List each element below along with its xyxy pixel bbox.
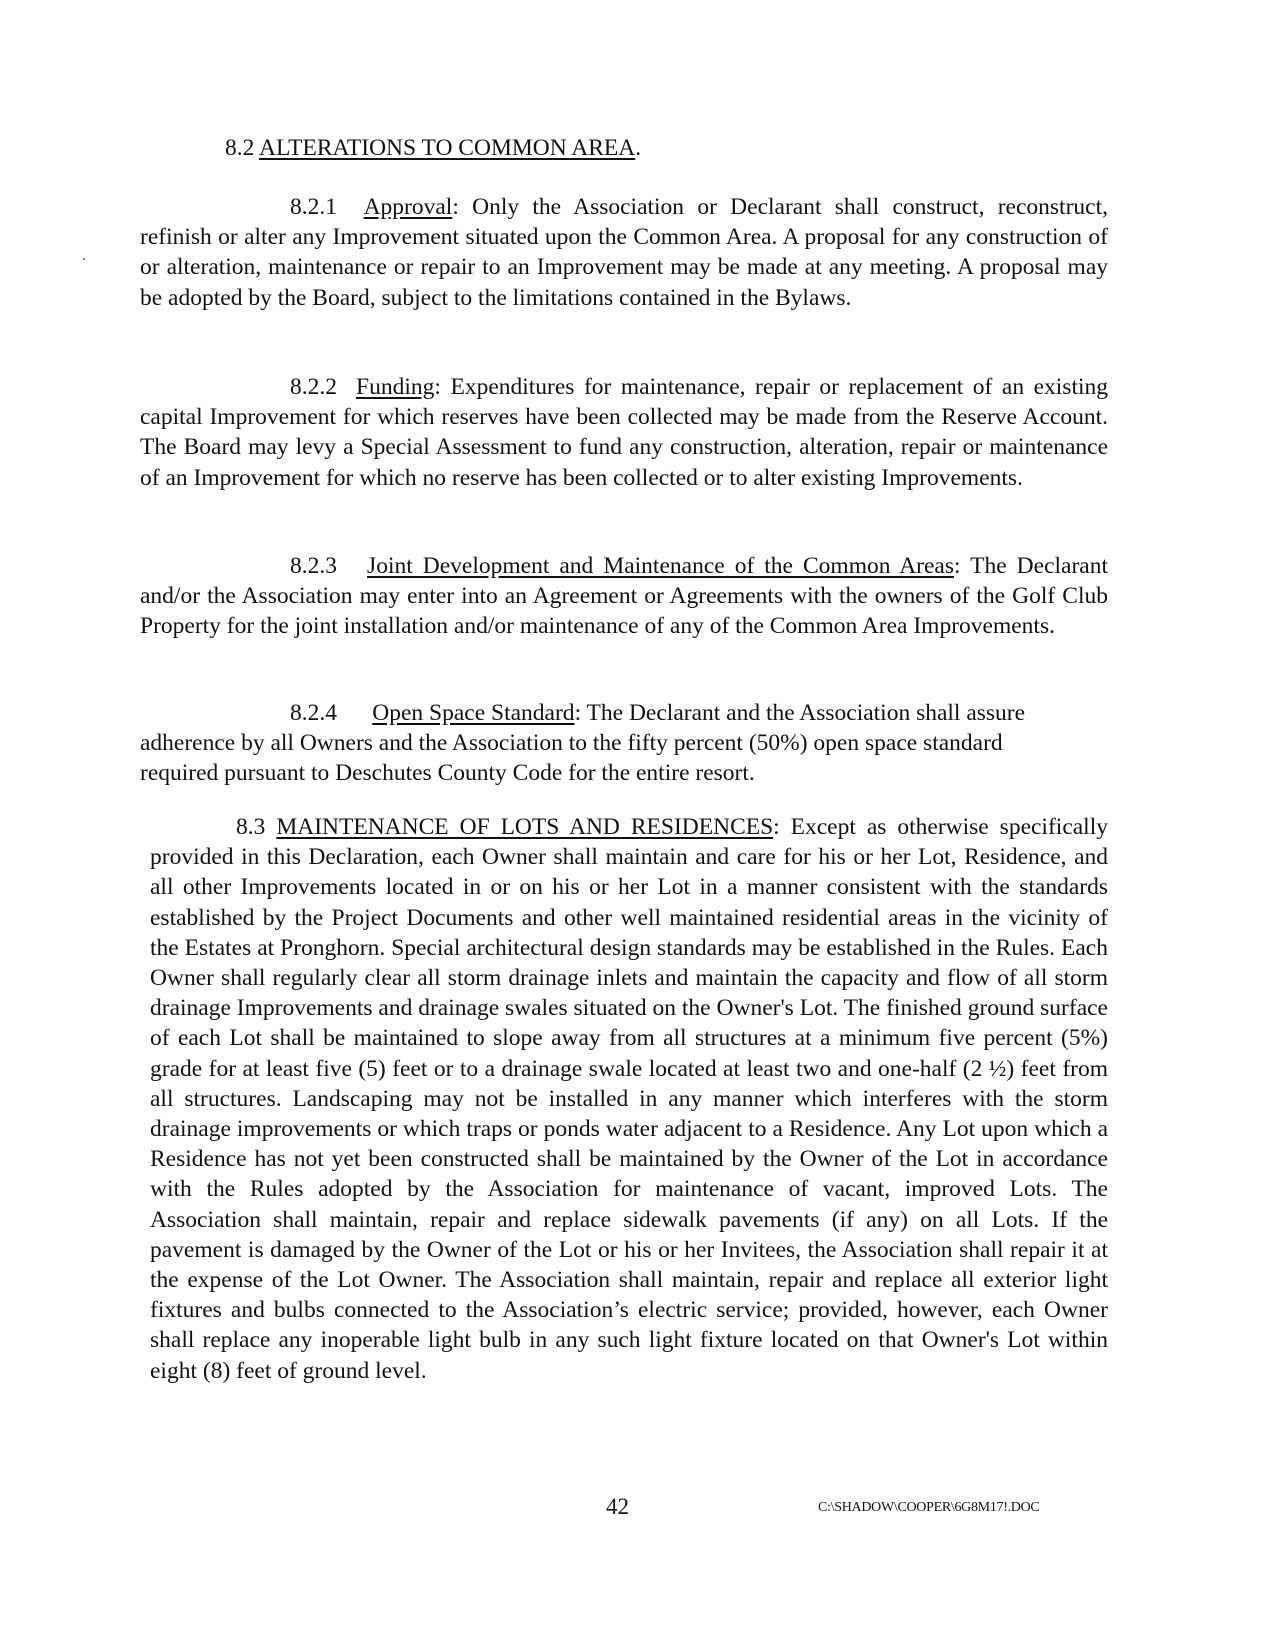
- subsection-8-2-4-heading: Open Space Standard: [372, 700, 575, 726]
- subsection-8-2-3: [140, 551, 1108, 642]
- section-8-2-title-period: .: [635, 135, 642, 161]
- page-number: 42: [606, 1494, 629, 1519]
- subsection-8-2-1-text: : Only the Association or Declarant shall construct, reconstruct, refinish or alter any Improvement situated upon the Common Area. A proposal for any construction of or alteration, maintenance or repair to an Improvement may be made at any meeting. A proposal may be adopted by the Board, subject to the limitations contained in the Bylaws.: [140, 194, 1109, 311]
- subsection-8-2-4-text: : The Declarant and the Association shall assure adherence by all Owners and the Association to the fifty percent (50%) open space standard required pursuant to Deschutes County Code for the entire resort.: [140, 700, 1026, 787]
- section-8-3: [150, 812, 1108, 1386]
- section-8-2-title: ALTERATIONS TO COMMON AREA: [258, 135, 636, 161]
- subsection-8-2-1: [140, 192, 1108, 313]
- subsection-8-2-2-number: 8.2.2: [290, 374, 337, 400]
- section-8-3-number: 8.3: [236, 814, 266, 840]
- subsection-8-2-2-heading: Funding: [356, 374, 435, 400]
- subsection-8-2-2-text: : Expenditures for maintenance, repair or replacement of an existing capital Improvement for which reserves have been collected may be made from the Reserve Account. The Board may levy a Special Assessment to fund any construction, alteration, repair or maintenance of an Improvement for which no reserve has been collected or to alter existing Improvements.: [140, 374, 1109, 491]
- subsection-8-2-3-heading: Joint Development and Maintenance of the Common Areas: [367, 553, 955, 579]
- subsection-8-2-4-number: 8.2.4: [290, 700, 337, 726]
- subsection-8-2-3-text: : The Declarant and/or the Association may enter into an Agreement or Agreements with the owners of the Golf Club Property for the joint installation and/or maintenance of any of the Common Area Improvements.: [140, 553, 1109, 640]
- section-8-3-text: : Except as otherwise specifically provided in this Declaration, each Owner shall maintain and care for his or her Lot, Residence, and all other Improvements located in or on his or her Lot in a manner consistent with the standards established by the Project Documents and other well maintained residential areas in the vicinity of the Estates at Pronghorn. Special architectural design standards may be established in the Rules. Each Owner shall regularly clear all storm drainage inlets and maintain the capacity and flow of all storm drainage Improvements and drainage swales situated on the Owner's Lot. The finished ground surface of each Lot shall be maintained to slope away from all structures at a minimum five percent (5%) grade for at least five (5) feet or to a drainage swale located at least two and one-half (2 ½) feet from all structures. Landscaping may not be installed in any manner which interferes with the storm drainage improvements or which traps or ponds water adjacent to a Residence. Any Lot upon which a Residence has not yet been constructed shall be maintained by the Owner of the Lot in accordance with the Rules adopted by the Association for maintenance of vacant, improved Lots. The Association shall maintain, repair and replace sidewalk pavements (if any) on all Lots. If the pavement is damaged by the Owner of the Lot or his or her Invitees, the Association shall repair it at the expense of the Lot Owner. The Association shall maintain, repair and replace all exterior light fixtures and bulbs connected to the Association’s electric service; provided, however, each Owner shall replace any inoperable light bulb in any such light fixture located on that Owner's Lot within eight (8) feet of ground level.: [150, 814, 1108, 1384]
- section-8-2-heading: [225, 133, 925, 163]
- scan-speck: [83, 258, 85, 260]
- subsection-8-2-3-number: 8.2.3: [290, 553, 337, 579]
- document-file-path: C:\SHADOW\COOPER\6G8M17!.DOC: [818, 1500, 1040, 1515]
- subsection-8-2-4: [140, 698, 1070, 789]
- subsection-8-2-1-heading: Approval: [363, 194, 453, 220]
- section-8-3-title: MAINTENANCE OF LOTS AND RESIDENCES: [276, 814, 774, 840]
- subsection-8-2-2: [140, 372, 1108, 493]
- section-8-2-number: 8.2: [225, 135, 255, 161]
- subsection-8-2-1-number: 8.2.1: [290, 194, 337, 220]
